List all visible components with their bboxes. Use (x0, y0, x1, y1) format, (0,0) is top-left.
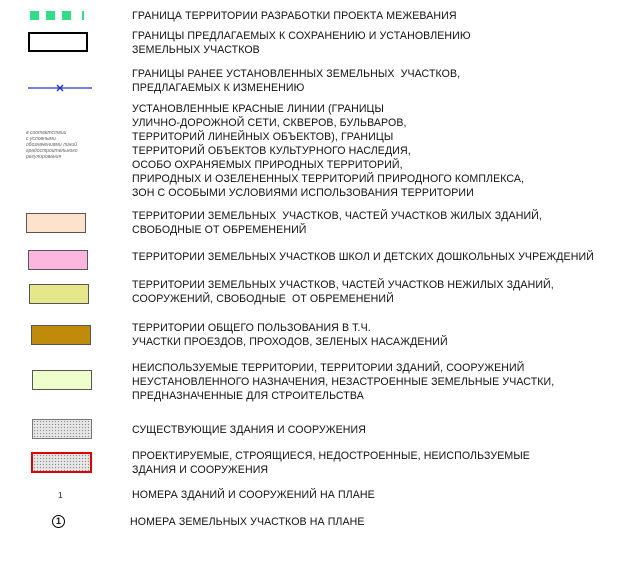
black-outline-box-symbol (28, 32, 88, 52)
legend-text-12: НОМЕРА ЗДАНИЙ И СООРУЖЕНИЙ НА ПЛАНЕ (132, 489, 375, 501)
legend-text-3: ГРАНИЦЫ РАНЕЕ УСТАНОВЛЕННЫХ ЗЕМЕЛЬНЫХ УЧАСТКОВ, ПРЕДЛАГАЕМЫХ К ИЗМЕНЕНИЮ (132, 68, 461, 94)
brown-fill-box-symbol (31, 325, 91, 345)
khaki-fill-box-symbol (29, 284, 89, 304)
legend-text-10: СУЩЕСТВУЮЩИЕ ЗДАНИЯ И СООРУЖЕНИЯ (132, 424, 366, 436)
legend-text-6: ТЕРРИТОРИИ ЗЕМЕЛЬНЫХ УЧАСТКОВ ШКОЛ И ДЕТСКИХ ДОШКОЛЬНЫХ УЧРЕЖДЕНИЙ (132, 251, 594, 263)
pink-fill-box-symbol (28, 250, 88, 270)
legend-text-9: НЕИСПОЛЬЗУЕМЫЕ ТЕРРИТОРИИ, ТЕРРИТОРИИ ЗДАНИЙ, СООРУЖЕНИЙ НЕУСТАНОВЛЕННОГО НАЗНАЧЕНИЯ, НЕЗАСТРОЕННЫЕ ЗЕМЕЛЬНЫЕ УЧАСТКИ, ПРЕДНАЗНАЧЕННЫЕ ДЛЯ СТРОИТЕЛЬСТВА (132, 362, 555, 402)
blue-cross-line-symbol (28, 83, 92, 93)
green-dashed-line-symbol (30, 11, 90, 20)
building-number-symbol: 1 (58, 491, 63, 500)
legend-text-7: ТЕРРИТОРИИ ЗЕМЕЛЬНЫХ УЧАСТКОВ, ЧАСТЕЙ УЧАСТКОВ НЕЖИЛЫХ ЗДАНИЙ, СООРУЖЕНИЙ, СВОБОДНЫЕ ОТ ОБРЕМЕНЕНИЙ (132, 279, 554, 305)
red-lines-note: в соответствии с условными обозначениями линий градостроительного регулирования (26, 130, 78, 160)
legend-text-13: НОМЕРА ЗЕМЕЛЬНЫХ УЧАСТКОВ НА ПЛАНЕ (130, 516, 365, 528)
legend-text-11: ПРОЕКТИРУЕМЫЕ, СТРОЯЩИЕСЯ, НЕДОСТРОЕННЫЕ, НЕИСПОЛЬЗУЕМЫЕ ЗДАНИЯ И СООРУЖЕНИЯ (132, 450, 530, 476)
circled-number-label: 1 (55, 516, 61, 526)
existing-buildings-box-symbol (32, 419, 92, 439)
legend-text-5: ТЕРРИТОРИИ ЗЕМЕЛЬНЫХ УЧАСТКОВ, ЧАСТЕЙ УЧАСТКОВ ЖИЛЫХ ЗДАНИЙ, СВОБОДНЫЕ ОТ ОБРЕМЕНЕНИЙ (132, 210, 542, 236)
projected-buildings-box-symbol (31, 452, 92, 473)
circled-number-symbol (52, 515, 65, 528)
pale-green-fill-box-symbol (32, 370, 92, 390)
legend-text-1: ГРАНИЦА ТЕРРИТОРИИ РАЗРАБОТКИ ПРОЕКТА МЕЖЕВАНИЯ (132, 10, 457, 22)
legend-text-4: УСТАНОВЛЕННЫЕ КРАСНЫЕ ЛИНИИ (ГРАНИЦЫ УЛИЧНО-ДОРОЖНОЙ СЕТИ, СКВЕРОВ, БУЛЬВАРОВ, ТЕРРИТОРИЙ ЛИНЕЙНЫХ ОБЪЕКТОВ), ГРАНИЦЫ ТЕРРИТОРИЙ ОБЪЕКТОВ КУЛЬТУРНОГО НАСЛЕДИЯ, ОСОБО ОХРАНЯЕМЫХ ПРИРОДНЫХ ТЕРРИТОРИЙ, ПРИРОДНЫХ И ОЗЕЛЕНЕННЫХ ТЕРРИТОРИЙ ПРИРОДНОГО КОМПЛЕКСА, ЗОН С ОСОБЫМИ УСЛОВИЯМИ ИСПОЛЬЗОВАНИЯ ТЕРРИТОРИИ (132, 103, 525, 199)
legend-text-2: ГРАНИЦЫ ПРЕДЛАГАЕМЫХ К СОХРАНЕНИЮ И УСТАНОВЛЕНИЮ ЗЕМЕЛЬНЫХ УЧАСТКОВ (132, 30, 471, 56)
legend-text-8: ТЕРРИТОРИИ ОБЩЕГО ПОЛЬЗОВАНИЯ В Т.Ч. УЧАСТКИ ПРОЕЗДОВ, ПРОХОДОВ, ЗЕЛЕНЫХ НАСАЖДЕНИЙ (132, 322, 448, 348)
peach-fill-box-symbol (26, 213, 86, 233)
